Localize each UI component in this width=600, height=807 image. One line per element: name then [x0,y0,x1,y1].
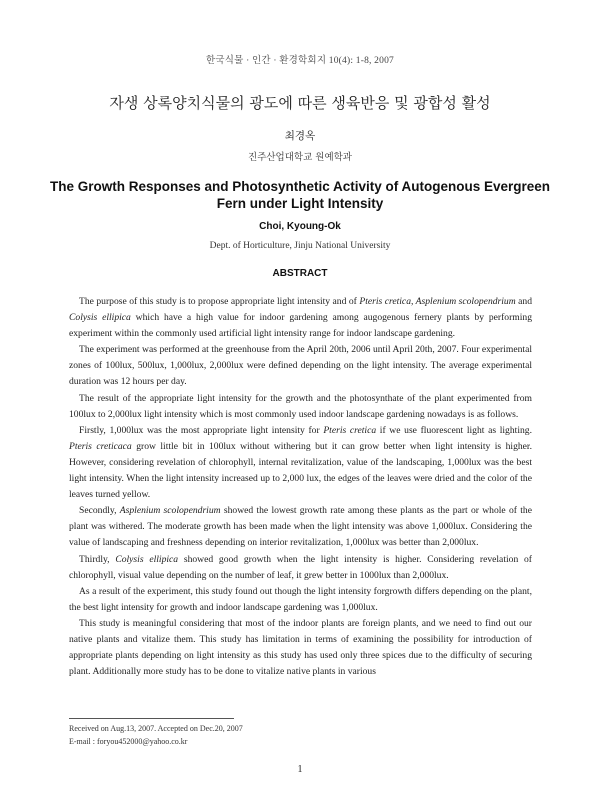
text-run: showed the lowest growth rate among these plants as the part or whole of the plant was withered. The moderate growth has been made when the light intensity was above 1,000lux. Considering the value of landscaping and freshness depending on interior revitalization, 1,000lux was better than 2,000lux. [69,505,532,549]
abstract-paragraph-6 [69,552,532,584]
species-name: Colysis ellipica [115,553,179,565]
text-run: grow little bit in 100lux without withering but it can grow better when light intensity is higher. However, considering revelation of chlorophyll, internal revitalization, value of the landscaping, 1,000lux was the best light intensity. When the light intensity increased up to 2,000 lux, the edges of the leaves were dried and the color of the leaves turned yellow. [69,440,532,501]
title-korean: 자생 상록양치식물의 광도에 따른 생육반응 및 광합성 활성 [109,94,491,112]
text-run: Secondly, [79,505,120,517]
abstract-paragraph-4 [69,423,532,503]
footnote-email: E-mail : foryou452000@yahoo.co.kr [69,737,188,746]
abstract-body [69,294,532,680]
abstract-paragraph-3: The result of the appropriate light intensity for the growth and the photosynthate of the plant experimented from 100lux to 2,000lux light intensity which is most commonly used indoor landscape gardening nowadays is as follows. [69,392,532,420]
title-english: The Growth Responses and Photosynthetic Activity of Autogenous Evergreen Fern under Light Intensity [49,179,551,211]
journal-header: 한국식물 · 인간 · 환경학회지 10(4): 1-8, 2007 [206,56,394,66]
species-name: Asplenium scolopendrium [119,505,221,517]
text-run: Firstly, 1,000lux was the most appropriate light intensity for [79,424,324,436]
abstract-paragraph-8: This study is meaningful considering that most of the indoor plants are foreign plants, and we need to find out our native plants and vitalize them. This study has limitation in terms of examining the possibility for introduction of appropriate plants depending on light intensity as this study has used only three spices due to the difficulty of securing plant. Additionally more study has to be done to vitalize native plants in various [69,617,532,678]
page-number: 1 [297,764,303,775]
text-run: if we use fluorescent light as lighting. [376,424,532,436]
affiliation-korean: 진주산업대학교 원예학과 [248,152,352,163]
footnote-divider [69,718,234,719]
species-name: Colysis ellipica [69,312,131,324]
text-run: Thirdly, [79,553,116,565]
text-run: The purpose of this study is to propose appropriate light intensity and of [79,296,360,307]
text-run: which have a high value for indoor gardening among augogenous fernery plants by performing experiment within the commonly used artificial light intensity range for indoor landscape gardening. [69,312,532,340]
species-name: Pteris cretica [323,424,377,436]
affiliation-english: Dept. of Horticulture, Jinju National University [209,241,391,251]
abstract-paragraph-1 [69,294,532,342]
abstract-paragraph-5 [69,503,532,551]
author-korean: 최경옥 [284,130,316,142]
abstract-heading: ABSTRACT [272,268,328,279]
species-name: Pteris cretica, Asplenium scolopendrium [359,296,516,307]
text-run: showed good growth when the light intensity is higher. Considering revelation of chlorophyll, visual value depending on the number of leaf, it grew better in 1000lux than 2,000lux. [69,553,532,581]
text-run: and [515,296,532,307]
author-english: Choi, Kyoung-Ok [259,221,341,232]
abstract-paragraph-7: As a result of the experiment, this study found out though the light intensity forgrowth differs depending on the plant, the best light intensity for growth and indoor landscape gardening was 1,000lux. [69,585,532,613]
abstract-paragraph-2: The experiment was performed at the greenhouse from the April 20th, 2006 until April 20th, 2007. Four experimental zones of 100lux, 500lux, 1,000lux, 2,000lux were defined depending on the light intensity. The average experimental duration was 12 hours per day. [69,344,532,388]
species-name: Pteris creticaca [69,440,132,452]
footnote-received: Received on Aug.13, 2007. Accepted on Dec.20, 2007 [69,724,243,733]
